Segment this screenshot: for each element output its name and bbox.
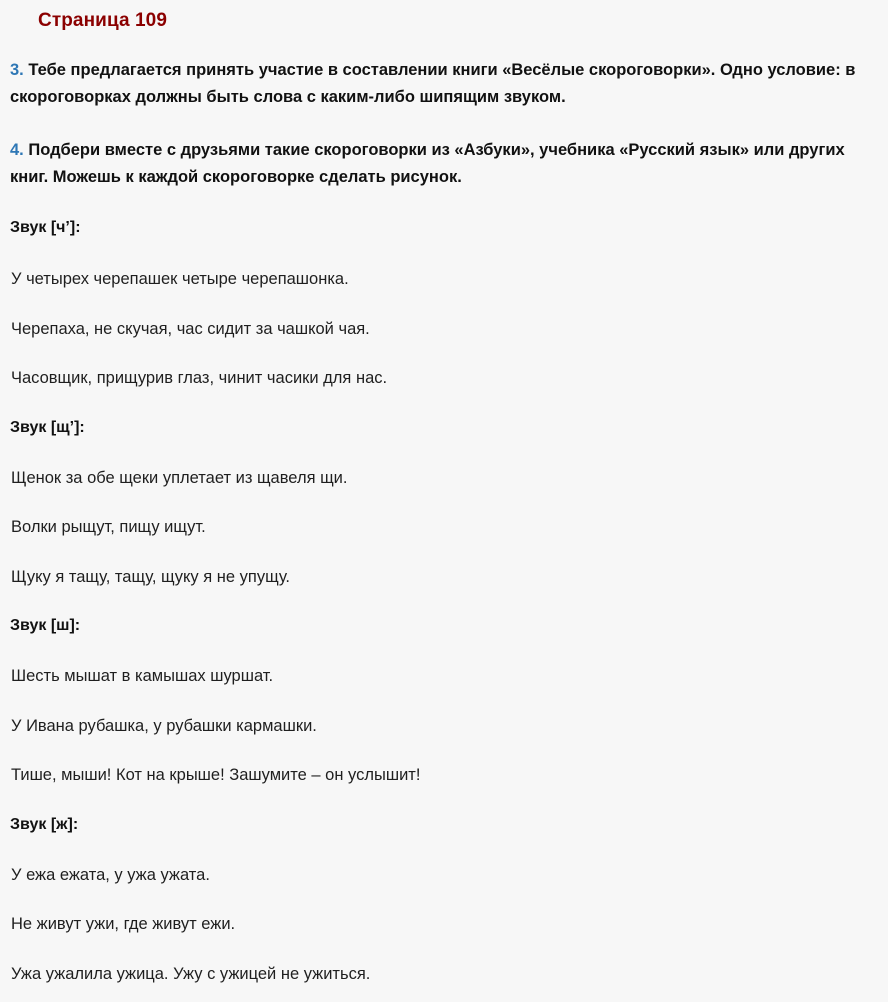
twister-line: Волки рыщут, пищу ищут. [11, 518, 206, 536]
twister-line: У ежа ежата, у ужа ужата. [11, 866, 210, 884]
task-paragraph-3 [10, 57, 872, 111]
sound-heading-zh: Звук [ж]: [10, 816, 79, 833]
task-number-3: 3. [10, 61, 24, 79]
sound-heading-ch: Звук [ч’]: [10, 219, 81, 236]
task-number-4: 4. [10, 141, 24, 159]
task-text-4: Подбери вместе с друзьями такие скороговорки из «Азбуки», учебника «Русский язык» или других книг. Можешь к каждой скороговорке сделать рисунок. [10, 141, 845, 186]
task-paragraph-4 [10, 137, 872, 191]
twister-line: Щенок за обе щеки уплетает из щавеля щи. [11, 469, 348, 487]
twister-line: Черепаха, не скучая, час сидит за чашкой чая. [11, 320, 370, 338]
sound-heading-shch: Звук [щ’]: [10, 419, 85, 436]
twister-line: Ужа ужалила ужица. Ужу с ужицей не ужиться. [11, 965, 371, 983]
twister-line: У Ивана рубашка, у рубашки кармашки. [11, 717, 317, 735]
page-title: Страница 109 [38, 10, 168, 31]
task-text-3: Тебе предлагается принять участие в составлении книги «Весёлые скороговорки». Одно условие: в скороговорках должны быть слова с каким-либо шипящим звуком. [10, 61, 856, 106]
twister-line: Шесть мышат в камышах шуршат. [11, 667, 274, 685]
sound-heading-sh: Звук [ш]: [10, 617, 81, 634]
twister-line: Тише, мыши! Кот на крыше! Зашумите – он услышит! [11, 766, 421, 784]
twister-line: Часовщик, прищурив глаз, чинит часики для нас. [11, 369, 388, 387]
twister-line: Щуку я тащу, тащу, щуку я не упущу. [11, 568, 291, 586]
twister-line: У четырех черепашек четыре черепашонка. [11, 270, 349, 288]
twister-line: Не живут ужи, где живут ежи. [11, 915, 236, 933]
